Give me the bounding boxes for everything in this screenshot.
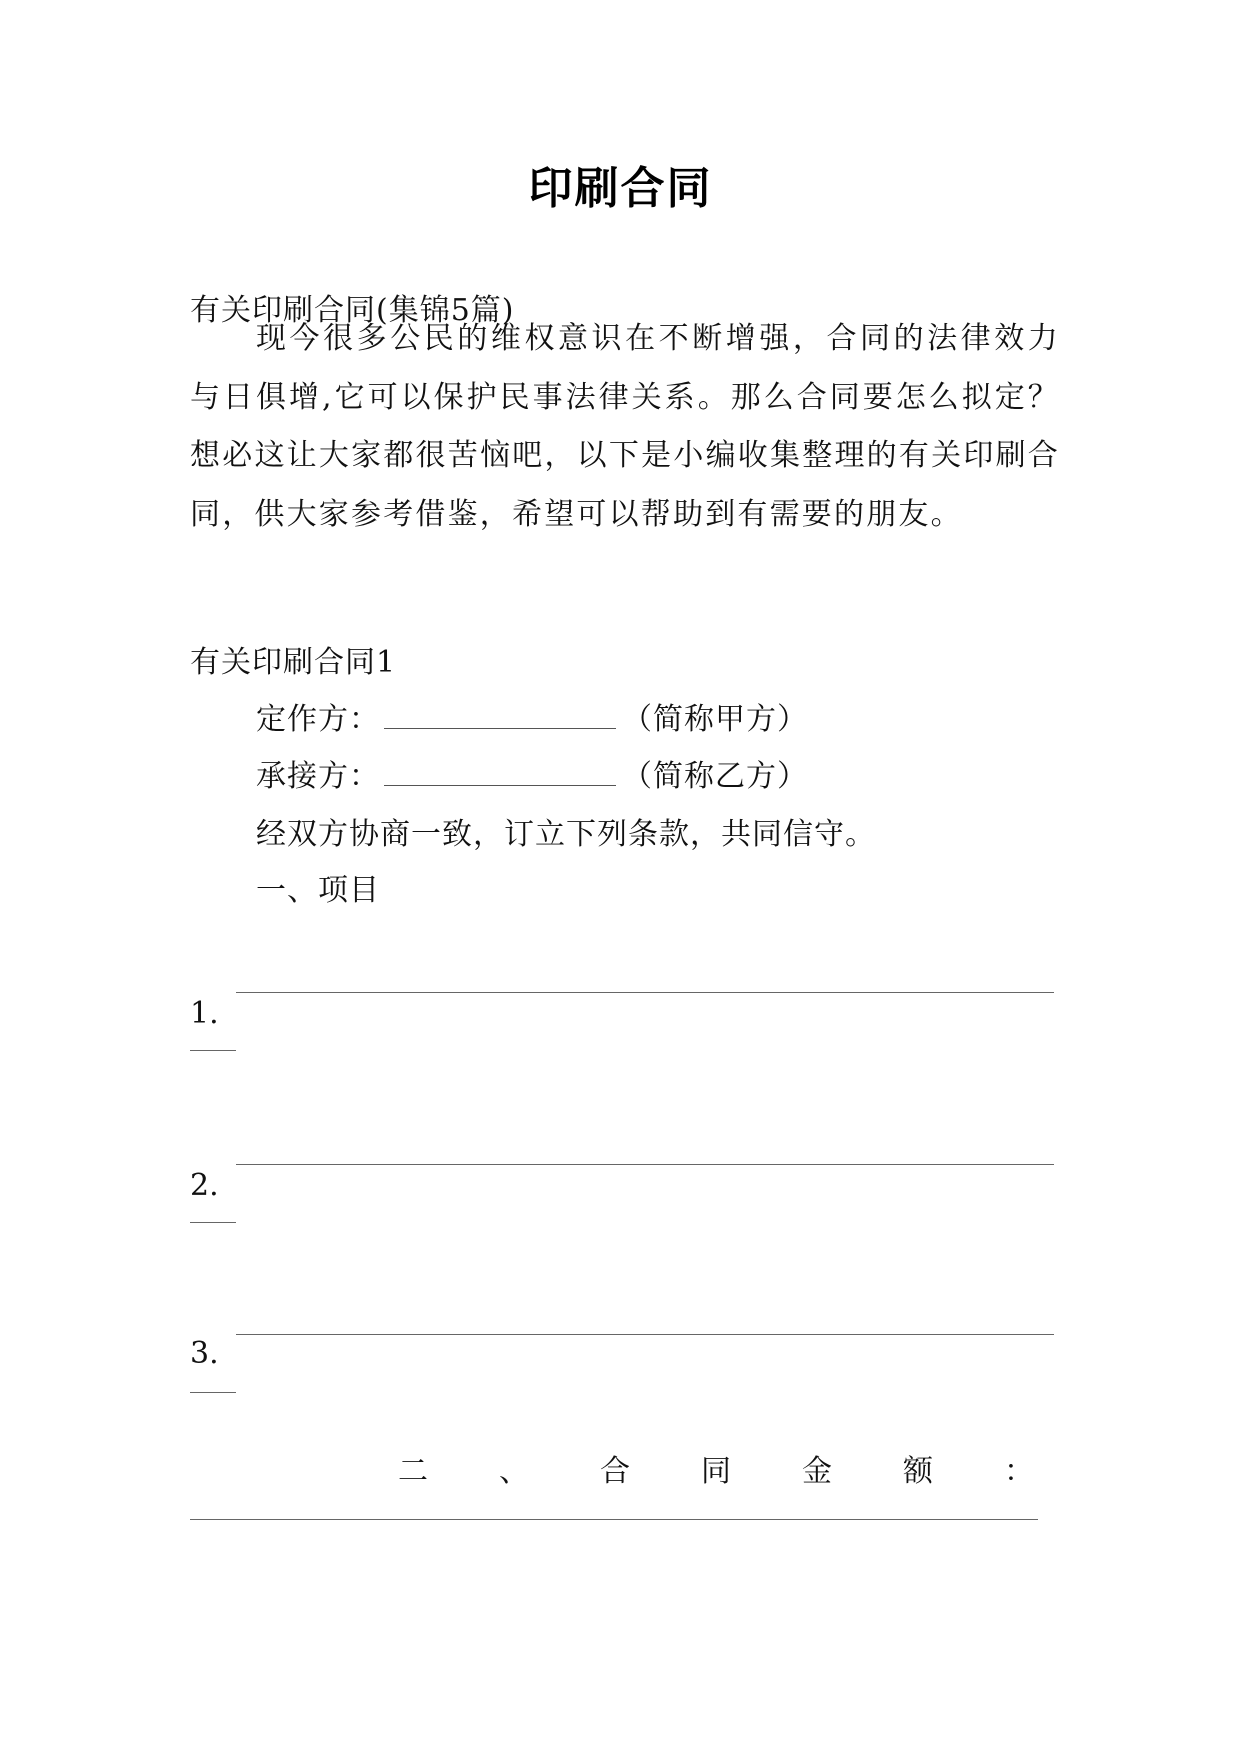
party-a-blank[interactable] [384, 700, 616, 729]
clause2-char: 金 [802, 1454, 832, 1489]
clause2-heading [398, 1452, 1034, 1492]
clause2-char: 二 [398, 1454, 428, 1489]
item-2-blank-tail [190, 1222, 236, 1223]
item-3-number: 3. [190, 1336, 219, 1371]
item-2-blank[interactable] [236, 1164, 1054, 1165]
section1-heading: 有关印刷合同1 [190, 645, 397, 680]
party-a-label: 定作方： [256, 702, 380, 737]
item-3-blank[interactable] [236, 1334, 1054, 1335]
page-title: 印刷合同 [528, 163, 713, 214]
party-b-suffix: （简称乙方） [622, 759, 808, 794]
clause1-heading: 一、项目 [256, 873, 380, 908]
clause2-char: 合 [600, 1454, 630, 1489]
party-a-row [256, 700, 808, 740]
clause2-char: 同 [701, 1454, 731, 1489]
clause2-char: 、 [499, 1454, 529, 1489]
contract-amount-blank[interactable] [190, 1519, 1038, 1520]
item-3-blank-tail [190, 1392, 236, 1393]
party-b-row [256, 757, 808, 797]
intro-paragraph: 现今很多公民的维权意识在不断增强，合同的法律效力与日俱增,它可以保护民事法律关系。那么合同要怎么拟定？想必这让大家都很苦恼吧，以下是小编收集整理的有关印刷合同，供大家参考借鉴，希望可以帮助到有需要的朋友。 [190, 321, 1060, 532]
document-subtitle: 有关印刷合同(集锦5篇) [190, 293, 515, 328]
party-b-blank[interactable] [384, 757, 616, 786]
item-2-number: 2. [190, 1168, 219, 1203]
item-1-blank-tail [190, 1050, 236, 1051]
clause2-char: ： [1004, 1454, 1034, 1489]
item-1-blank[interactable] [236, 992, 1054, 993]
party-b-label: 承接方： [256, 759, 380, 794]
item-1-number: 1. [190, 996, 219, 1031]
clause2-char: 额 [903, 1454, 933, 1489]
agreement-line: 经双方协商一致，订立下列条款，共同信守。 [256, 817, 876, 852]
party-a-suffix: （简称甲方） [622, 702, 808, 737]
